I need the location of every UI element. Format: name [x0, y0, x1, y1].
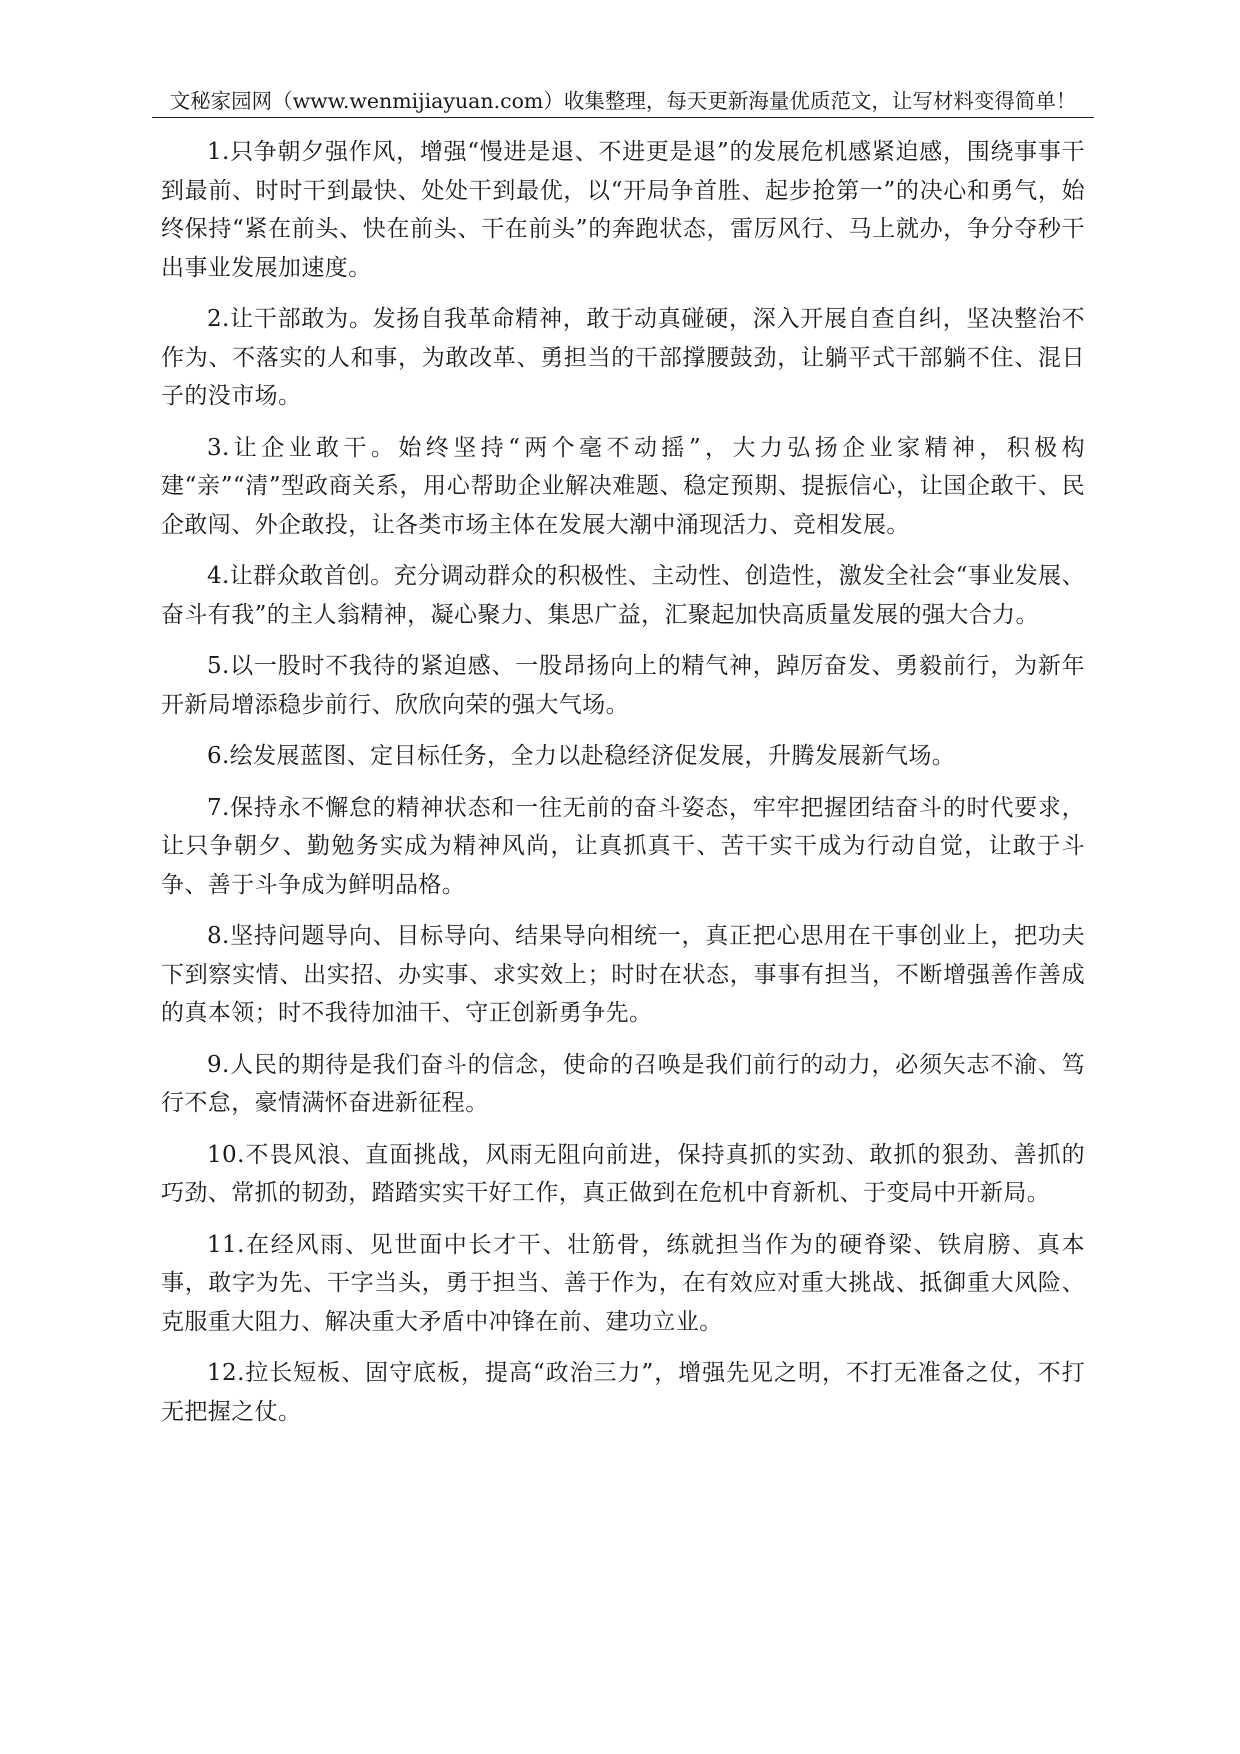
paragraph-2: 2.让干部敢为。发扬自我革命精神，敢于动真碰硬，深入开展自查自纠，坚决整治不作为、不落实的人和事，为敢改革、勇担当的干部撑腰鼓劲，让躺平式干部躺不住、混日子的没市场。: [161, 306, 1085, 409]
paragraph-11: 11.在经风雨、见世面中长才干、壮筋骨，练就担当作为的硬脊梁、铁肩膀、真本事，敢字为先、干字当头，勇于担当、善于作为，在有效应对重大挑战、抵御重大风险、克服重大阻力、解决重大矛盾中冲锋在前、建功立业。: [161, 1231, 1085, 1335]
document-body: [161, 133, 1085, 1444]
paragraph-7: 7.保持永不懈怠的精神状态和一往无前的奋斗姿态，牢牢把握团结奋斗的时代要求，让只争朝夕、勤勉务实成为精神风尚，让真抓真干、苦干实干成为行动自觉，让敢于斗争、善于斗争成为鲜明品格。: [161, 794, 1085, 898]
paragraph-3: 3.让企业敢干。始终坚持“两个毫不动摇”，大力弘扬企业家精神，积极构建“亲”“清”型政商关系，用心帮助企业解决难题、稳定预期、提振信心，让国企敢干、民企敢闯、外企敢投，让各类市场主体在发展大潮中涌现活力、竞相发展。: [161, 434, 1085, 538]
page-header: 文秘家园网（www.wenmijiayuan.com）收集整理，每天更新海量优质范文，让写材料变得简单！: [169, 89, 1077, 113]
paragraph-9: 9.人民的期待是我们奋斗的信念，使命的召唤是我们前行的动力，必须矢志不渝、笃行不怠，豪情满怀奋进新征程。: [161, 1051, 1085, 1116]
paragraph-6: 6.绘发展蓝图、定目标任务，全力以赴稳经济促发展，升腾发展新气场。: [207, 743, 956, 769]
paragraph-5: 5.以一股时不我待的紧迫感、一股昂扬向上的精气神，踔厉奋发、勇毅前行，为新年开新局增添稳步前行、欣欣向荣的强大气场。: [161, 653, 1085, 718]
header-rule: [152, 117, 1094, 118]
paragraph-12: 12.拉长短板、固守底板，提高“政治三力”，增强先见之明，不打无准备之仗，不打无把握之仗。: [161, 1360, 1085, 1425]
paragraph-10: 10.不畏风浪、直面挑战，风雨无阻向前进，保持真抓的实劲、敢抓的狠劲、善抓的巧劲、常抓的韧劲，踏踏实实干好工作，真正做到在危机中育新机、于变局中开新局。: [161, 1141, 1085, 1206]
paragraph-4: 4.让群众敢首创。充分调动群众的积极性、主动性、创造性，激发全社会“事业发展、奋斗有我”的主人翁精神，凝心聚力、集思广益，汇聚起加快高质量发展的强大合力。: [161, 563, 1085, 628]
paragraph-1: 1.只争朝夕强作风，增强“慢进是退、不进更是退”的发展危机感紧迫感，围绕事事干到最前、时时干到最快、处处干到最优，以“开局争首胜、起步抢第一”的决心和勇气，始终保持“紧在前头、快在前头、干在前头”的奔跑状态，雷厉风行、马上就办，争分夺秒干出事业发展加速度。: [161, 139, 1085, 281]
paragraph-8: 8.坚持问题导向、目标导向、结果导向相统一，真正把心思用在干事创业上，把功夫下到察实情、出实招、办实事、求实效上；时时在状态，事事有担当，不断增强善作善成的真本领；时不我待加油干、守正创新勇争先。: [161, 923, 1085, 1026]
